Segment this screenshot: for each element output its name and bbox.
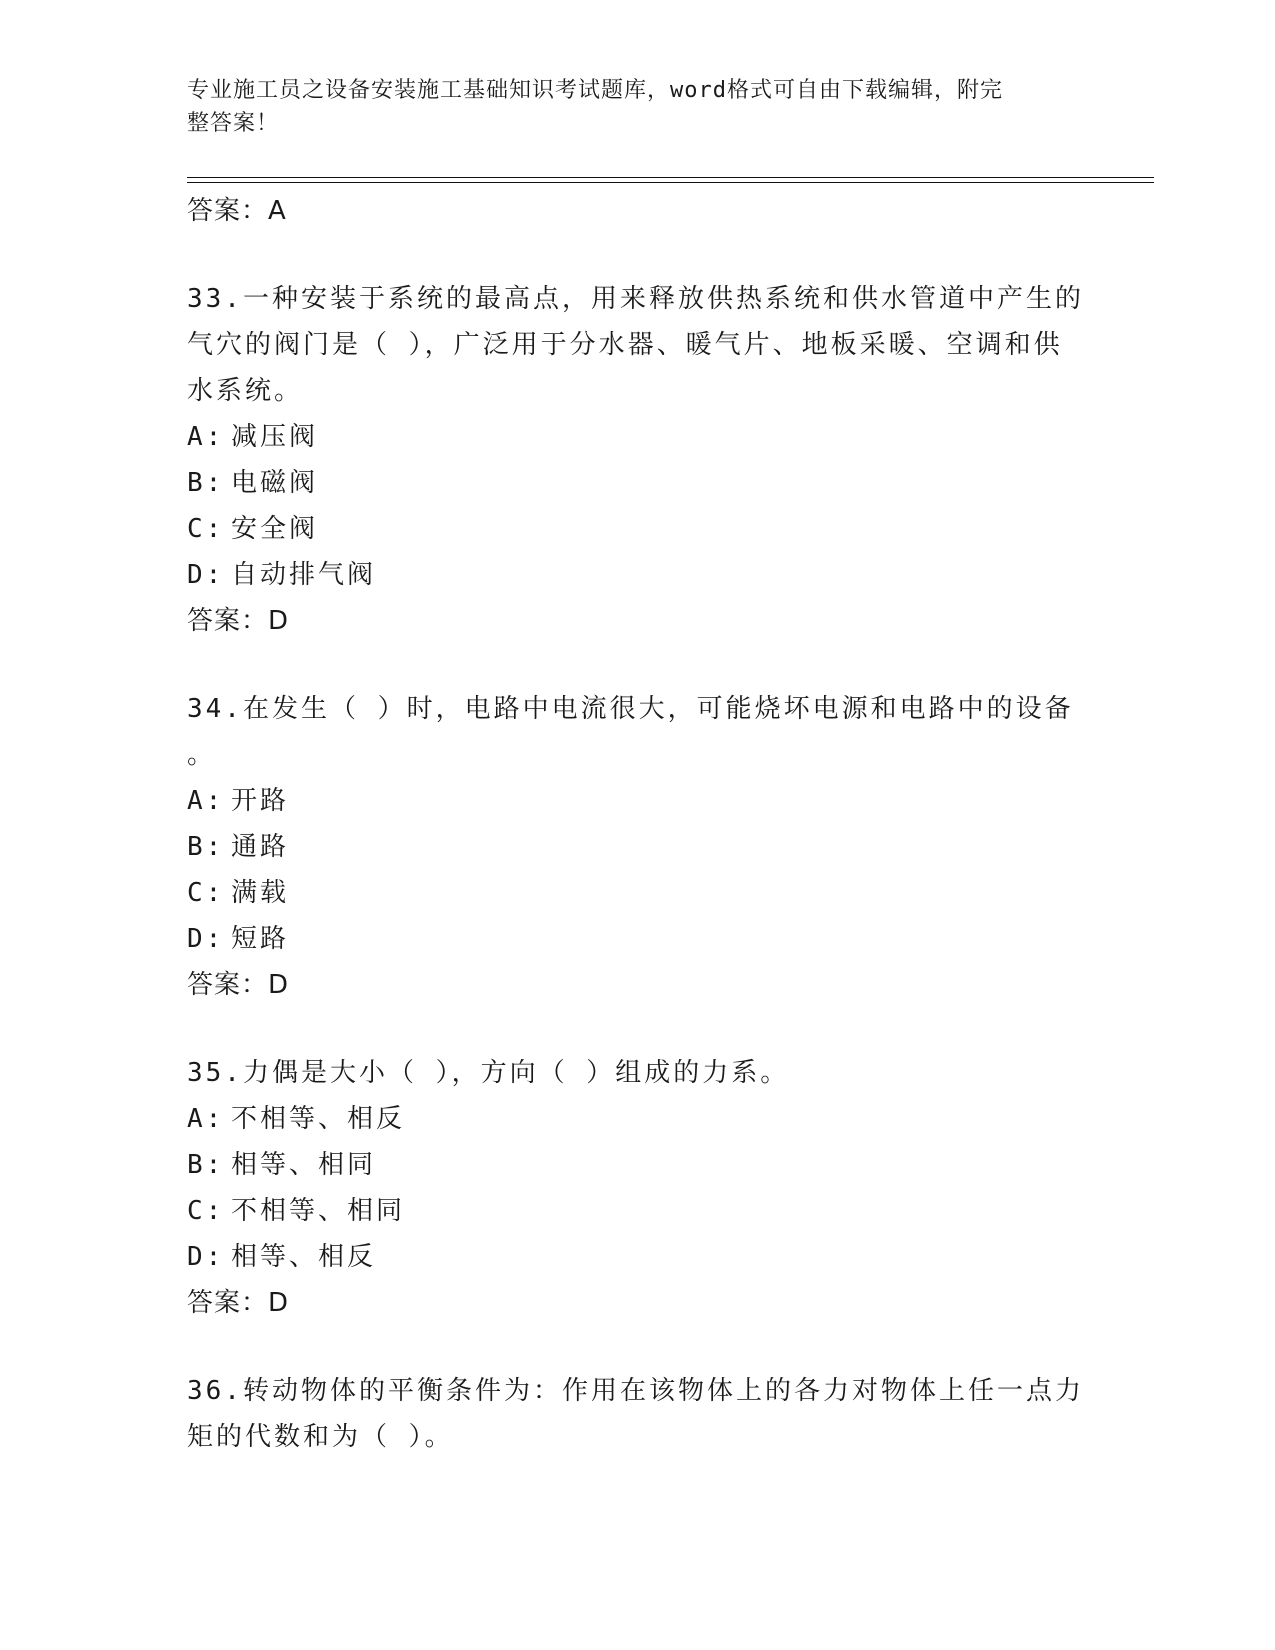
option-c (187, 870, 1087, 916)
header-divider-top (187, 177, 1154, 178)
option-key: C: (187, 1196, 225, 1226)
question-36 (187, 1368, 1087, 1460)
option-b (187, 1142, 1087, 1188)
option-text: 安全阀 (231, 514, 319, 544)
answer-line: 答案：A (187, 196, 287, 226)
option-key: B: (187, 832, 225, 862)
option-d (187, 1234, 1087, 1280)
option-text: 短路 (231, 924, 290, 954)
option-text: 满载 (231, 878, 290, 908)
answer-line: 答案：D (187, 1288, 290, 1318)
option-key: A: (187, 422, 225, 452)
header-note-line: 整答案！ (187, 111, 280, 136)
option-text: 相等、相反 (231, 1242, 377, 1272)
option-text: 不相等、相反 (231, 1104, 406, 1134)
option-text: 减压阀 (231, 422, 319, 452)
answer-line: 答案：D (187, 970, 290, 1000)
question-stem (187, 686, 1087, 778)
stem-line: 。 (187, 740, 217, 770)
question-35 (187, 1050, 1087, 1326)
question-stem (187, 1050, 1087, 1096)
option-text: 通路 (231, 832, 290, 862)
option-text: 自动排气阀 (231, 560, 377, 590)
option-key: D: (187, 1242, 225, 1272)
option-text: 开路 (231, 786, 290, 816)
option-a (187, 778, 1087, 824)
option-key: C: (187, 514, 225, 544)
option-text: 不相等、相同 (231, 1196, 406, 1226)
stem-line: 矩的代数和为（ ）。 (187, 1422, 454, 1452)
stem-line: 35.力偶是大小（ ），方向（ ）组成的力系。 (187, 1058, 790, 1088)
stem-line: 水系统。 (187, 376, 304, 406)
question-stem (187, 276, 1087, 414)
option-key: C: (187, 878, 225, 908)
option-key: D: (187, 560, 225, 590)
option-key: B: (187, 1150, 225, 1180)
option-key: B: (187, 468, 225, 498)
stem-line: 气穴的阀门是（ ），广泛用于分水器、暖气片、地板采暖、空调和供 (187, 330, 1063, 360)
option-key: A: (187, 1104, 225, 1134)
stem-line: 34.在发生（ ）时，电路中电流很大，可能烧坏电源和电路中的设备 (187, 694, 1074, 724)
option-a (187, 414, 1087, 460)
stem-line: 33.一种安装于系统的最高点，用来释放供热系统和供水管道中产生的 (187, 284, 1084, 314)
question-stem (187, 1368, 1087, 1460)
option-text: 相等、相同 (231, 1150, 377, 1180)
option-key: A: (187, 786, 225, 816)
option-key: D: (187, 924, 225, 954)
option-a (187, 1096, 1087, 1142)
header-note (187, 74, 1067, 140)
question-33 (187, 276, 1087, 644)
header-divider-bottom (187, 182, 1154, 183)
option-text: 电磁阀 (231, 468, 319, 498)
option-d (187, 552, 1087, 598)
question-list (187, 188, 1087, 1460)
question-34 (187, 686, 1087, 1008)
option-b (187, 460, 1087, 506)
answer-line: 答案：D (187, 606, 290, 636)
header-note-line: 专业施工员之设备安装施工基础知识考试题库，word格式可自由下载编辑，附完 (187, 78, 1003, 103)
option-c (187, 1188, 1087, 1234)
stem-line: 36.转动物体的平衡条件为：作用在该物体上的各力对物体上任一点力 (187, 1376, 1084, 1406)
option-d (187, 916, 1087, 962)
option-b (187, 824, 1087, 870)
option-c (187, 506, 1087, 552)
